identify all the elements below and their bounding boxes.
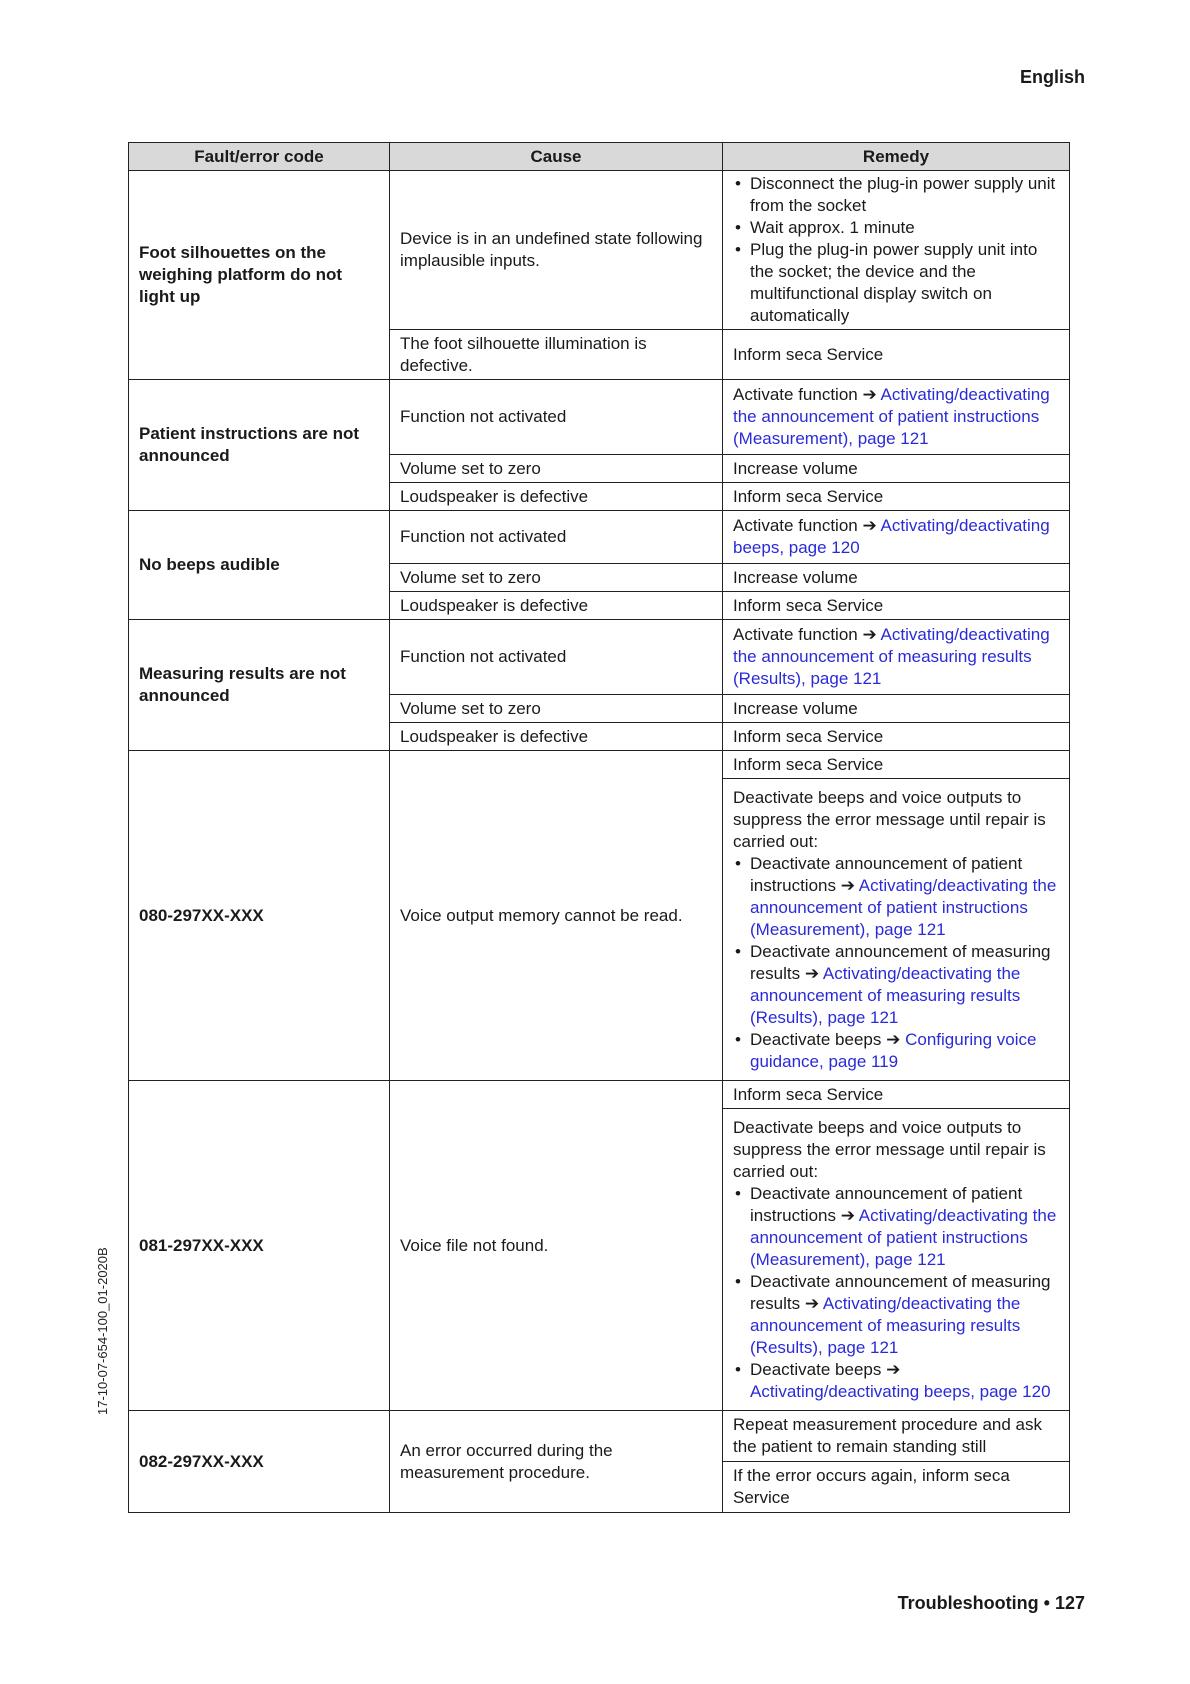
list-item	[733, 941, 1059, 1029]
cross-reference-link[interactable]: Activating/deactivating the announcement of measuring results (Results), page 121	[733, 625, 1050, 688]
cause-cell: Function not activated	[390, 511, 723, 564]
remedy-prefix: Deactivate announcement of measuring results	[750, 941, 1051, 983]
remedy-cell: Inform seca Service	[723, 751, 1070, 779]
remedy-cell: Inform seca Service	[723, 592, 1070, 620]
remedy-prefix: Activate function	[733, 516, 858, 535]
list-item: • Wait approx. 1 minute	[733, 217, 1059, 239]
remedy-cell	[723, 171, 1070, 330]
remedy-bullet-list	[733, 1183, 1059, 1403]
cause-cell: Loudspeaker is defective	[390, 723, 723, 751]
remedy-cell	[723, 779, 1070, 1081]
remedy-prefix: Deactivate announcement of patient instructions	[750, 853, 1023, 895]
remedy-cell: Inform seca Service	[723, 483, 1070, 511]
remedy-cell: Inform seca Service	[723, 1081, 1070, 1109]
troubleshooting-table	[128, 142, 1070, 1513]
table-row	[129, 620, 1070, 695]
fault-code: 081-297XX-XXX	[129, 1081, 390, 1411]
remedy-prefix: Deactivate beeps	[750, 1029, 882, 1049]
remedy-prefix: Deactivate announcement of measuring results	[750, 1271, 1051, 1313]
fault-code: Foot silhouettes on the weighing platform do not light up	[129, 171, 390, 380]
cross-reference-link[interactable]: Configuring voice guidance, page 119	[750, 1029, 1037, 1071]
list-item	[733, 1359, 1059, 1403]
remedy-prefix: Deactivate beeps	[750, 1359, 882, 1379]
fault-code: Measuring results are not announced	[129, 620, 390, 751]
remedy-cell: Increase volume	[723, 455, 1070, 483]
remedy-cell: Inform seca Service	[723, 723, 1070, 751]
cross-reference-link[interactable]: Activating/deactivating the announcement of measuring results (Results), page 121	[750, 1293, 1021, 1357]
table-header-row	[129, 143, 1070, 171]
cause-cell: Function not activated	[390, 380, 723, 455]
list-item	[733, 1029, 1059, 1073]
remedy-cell: Increase volume	[723, 564, 1070, 592]
cause-cell: The foot silhouette illumination is defective.	[390, 330, 723, 380]
list-item: • Disconnect the plug-in power supply unit from the socket	[733, 173, 1059, 217]
table-row	[129, 751, 1070, 779]
cross-reference-link[interactable]: Activating/deactivating the announcement of patient instructions (Measurement), page 121	[733, 385, 1050, 448]
cross-reference-link[interactable]: Activating/deactivating the announcement of measuring results (Results), page 121	[750, 963, 1021, 1027]
column-header-cause: Cause	[390, 143, 723, 171]
table-row	[129, 1081, 1070, 1109]
arrow-icon: ➔	[840, 1205, 855, 1225]
table-row	[129, 380, 1070, 455]
document-id: 17-10-07-654-100_01-2020B	[95, 1247, 110, 1415]
remedy-cell	[723, 1109, 1070, 1411]
remedy-cell	[723, 380, 1070, 455]
remedy-intro: Deactivate beeps and voice outputs to suppress the error message until repair is carried out:	[733, 787, 1046, 851]
arrow-icon: ➔	[862, 385, 877, 404]
table-row	[129, 511, 1070, 564]
fault-code: No beeps audible	[129, 511, 390, 620]
cause-cell: Loudspeaker is defective	[390, 592, 723, 620]
column-header-remedy: Remedy	[723, 143, 1070, 171]
remedy-cell: Inform seca Service	[723, 330, 1070, 380]
cause-cell: Function not activated	[390, 620, 723, 695]
arrow-icon: ➔	[886, 1029, 901, 1049]
remedy-cell	[723, 620, 1070, 695]
cause-cell: Device is in an undefined state following implausible inputs.	[390, 171, 723, 330]
list-item	[733, 1271, 1059, 1359]
arrow-icon: ➔	[862, 516, 877, 535]
cause-cell: Voice output memory cannot be read.	[390, 751, 723, 1081]
arrow-icon: ➔	[840, 875, 855, 895]
remedy-bullet-list	[733, 173, 1059, 327]
remedy-bullet-list	[733, 853, 1059, 1073]
cross-reference-link[interactable]: Activating/deactivating the announcement of patient instructions (Measurement), page 121	[750, 875, 1057, 939]
table-row	[129, 171, 1070, 330]
remedy-prefix: Activate function	[733, 625, 858, 644]
list-item	[733, 1183, 1059, 1271]
cause-cell: An error occurred during the measurement procedure.	[390, 1411, 723, 1513]
remedy-cell: Repeat measurement procedure and ask the patient to remain standing still	[723, 1411, 1070, 1462]
cause-cell: Voice file not found.	[390, 1081, 723, 1411]
remedy-prefix: Activate function	[733, 385, 858, 404]
remedy-prefix: Deactivate announcement of patient instructions	[750, 1183, 1023, 1225]
cause-cell: Volume set to zero	[390, 564, 723, 592]
fault-code: Patient instructions are not announced	[129, 380, 390, 511]
arrow-icon: ➔	[862, 625, 877, 644]
cross-reference-link[interactable]: Activating/deactivating beeps, page 120	[733, 516, 1050, 557]
list-item: • Plug the plug-in power supply unit into the socket; the device and the multifunctional display switch on automatically	[733, 239, 1059, 327]
fault-code: 080-297XX-XXX	[129, 751, 390, 1081]
fault-code: 082-297XX-XXX	[129, 1411, 390, 1513]
page-footer: Troubleshooting • 127	[897, 1593, 1085, 1613]
cause-cell: Volume set to zero	[390, 455, 723, 483]
cross-reference-link[interactable]: Activating/deactivating the announcement of patient instructions (Measurement), page 121	[750, 1205, 1057, 1269]
remedy-cell	[723, 511, 1070, 564]
arrow-icon: ➔	[886, 1359, 901, 1379]
table-row	[129, 1411, 1070, 1462]
remedy-cell: If the error occurs again, inform seca Service	[723, 1462, 1070, 1513]
cause-cell: Volume set to zero	[390, 695, 723, 723]
column-header-code: Fault/error code	[129, 143, 390, 171]
remedy-cell: Increase volume	[723, 695, 1070, 723]
cross-reference-link[interactable]: Activating/deactivating beeps, page 120	[750, 1381, 1051, 1401]
remedy-intro: Deactivate beeps and voice outputs to suppress the error message until repair is carried out:	[733, 1117, 1046, 1181]
list-item	[733, 853, 1059, 941]
cause-cell: Loudspeaker is defective	[390, 483, 723, 511]
arrow-icon: ➔	[804, 963, 820, 983]
language-label: English	[1019, 67, 1085, 87]
arrow-icon: ➔	[804, 1293, 820, 1313]
